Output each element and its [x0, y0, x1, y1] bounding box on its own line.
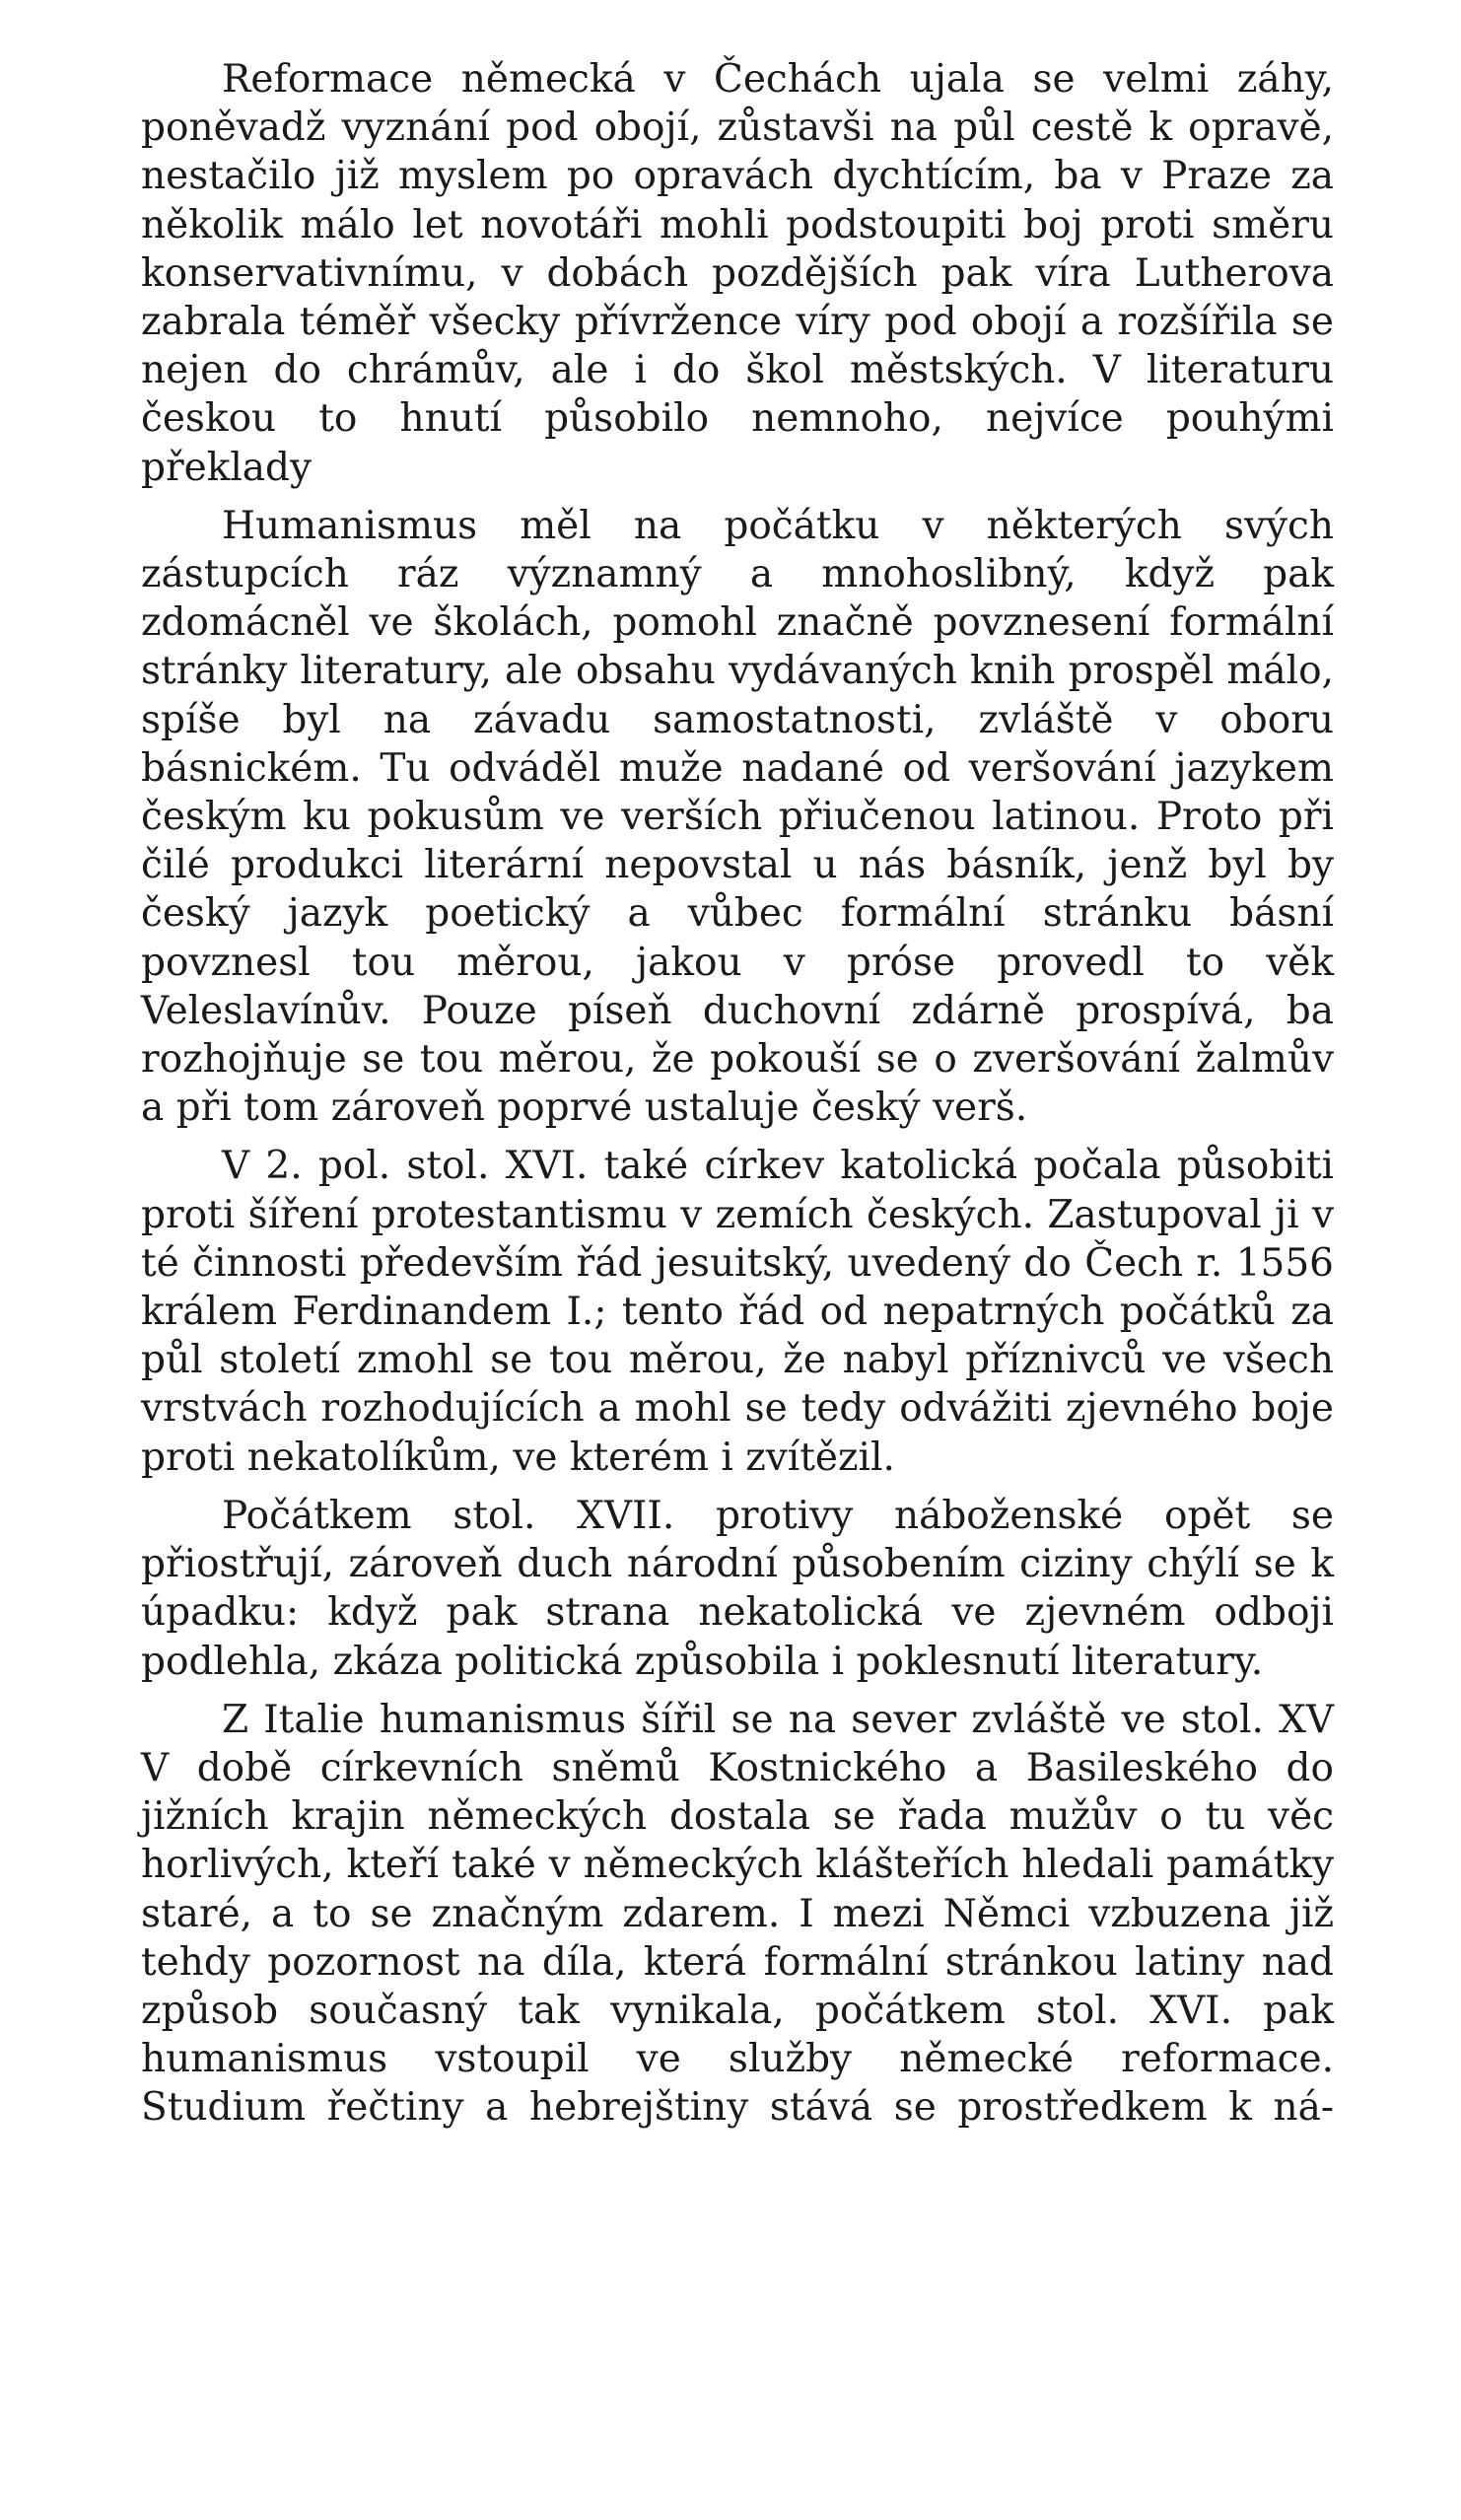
paragraph-catholic-church: V 2. pol. stol. XVI. také církev katolická počala působiti proti šíření protestantismu v zemích českých. Zastupoval ji v té činnosti především řád jesuitský, uvedený do Čech r. 1556 králem Ferdinandem I.; tento řád od nepatrných počátků za půl století zmohl se tou měrou, že nabyl příznivců ve všech vrstvách rozhodujících a mohl se tedy odvážiti zjevného boje proti nekatolíkům, ve kterém i zvítězil.	[141, 1144, 1334, 1480]
paragraph-humanism-czech: Humanismus měl na počátku v některých svých zástupcích ráz významný a mnohoslibný, když pak zdomácněl ve školách, pomohl značně povznesení formální stránky literatury, ale obsahu vydávaných knih prospěl málo, spíše byl na závadu samostatnosti, zvláště v oboru básnickém. Tu odváděl muže nadané od veršování jazykem českým ku pokusům ve verších přiučenou latinou. Proto při čilé produkci literární nepovstal u nás básník, jenž byl by český jazyk poetický a vůbec formální stránku básní povznesl tou měrou, jakou v próse provedl to věk Veleslavínův. Pouze píseň duchovní zdárně prospívá, ba rozhojňuje se tou měrou, že pokouší se o zveršování žalmův a při tom zároveň poprvé ustaluje český verš.	[141, 503, 1334, 1131]
document-page	[141, 55, 1334, 2133]
paragraph-reformation: Reformace německá v Čechách ujala se velmi záhy, poněvadž vyznání pod obojí, zůstavši na půl cestě k opravě, nestačilo již myslem po opravách dychtícím, ba v Praze za několik málo let novotáři mohli podstoupiti boj proti směru konservativnímu, v dobách pozdějších pak víra Lutherova zabrala téměř všecky přívržence víry pod obojí a rozšířila se nejen do chrámův, ale i do škol městských. V literaturu českou to hnutí působilo nemnoho, nejvíce pouhými překlady	[141, 57, 1334, 490]
paragraph-humanism-italy: Z Italie humanismus šířil se na sever zvláště ve stol. XV V době církevních sněmů Kostnického a Basileského do jižních krajin německých dostala se řada mužův o tu věc horlivých, kteří také v německých klášteřích hledali památky staré, a to se značným zdarem. I mezi Němci vzbuzena již tehdy pozornost na díla, která formální stránkou latiny nad způsob současný tak vynikala, počátkem stol. XVI. pak humanismus vstoupil ve služby německé reformace. Studium řečtiny a hebrejštiny stává se prostředkem k ná-	[141, 1697, 1334, 2131]
paragraph-17th-century: Počátkem stol. XVII. protivy náboženské opět se přiostřují, zároveň duch národní působením ciziny chýlí se k úpadku: když pak strana nekatolická ve zjevném odboji podlehla, zkáza politická způsobila i poklesnutí literatury.	[141, 1493, 1334, 1684]
